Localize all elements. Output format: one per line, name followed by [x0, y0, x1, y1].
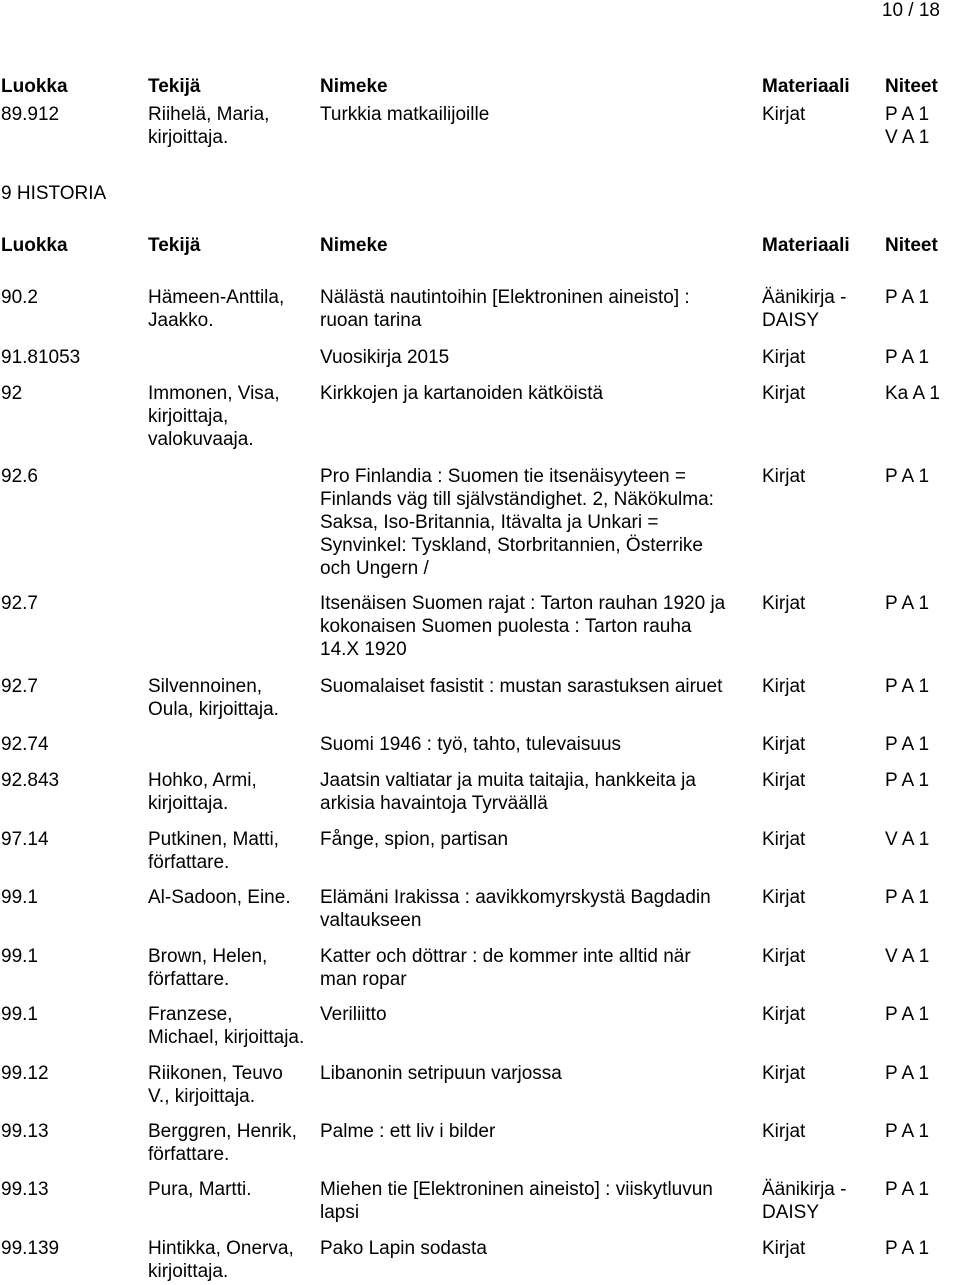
material-cell: Kirjat [762, 946, 806, 967]
table-row [0, 1120, 960, 1165]
title-cell: Elämäni Irakissa : aavikkomyrskystä Bagdadin [320, 887, 711, 908]
copies-cell: P A 1 [885, 104, 930, 125]
copies-cell: V A 1 [885, 946, 930, 967]
title-cell: Itsenäisen Suomen rajat : Tarton rauhan 1920 ja [320, 593, 726, 614]
author-cell: författare. [148, 852, 230, 873]
title-cell: Jaatsin valtiatar ja muita taitajia, hankkeita ja [320, 770, 696, 791]
author-cell: Hintikka, Onerva, [148, 1238, 294, 1259]
class-cell: 99.1 [1, 887, 38, 908]
class-cell: 99.13 [1, 1121, 49, 1142]
table-row [0, 769, 960, 814]
title-cell: 14.X 1920 [320, 639, 407, 660]
copies-cell: V A 1 [885, 829, 930, 850]
class-cell: 99.12 [1, 1063, 49, 1084]
title-cell: kokonaisen Suomen puolesta : Tarton rauha [320, 616, 692, 637]
class-cell: 92 [1, 383, 23, 404]
author-cell: författare. [148, 1144, 230, 1165]
table-row [0, 733, 960, 756]
copies-cell: P A 1 [885, 1063, 930, 1084]
header-author: Tekijä [148, 235, 201, 256]
title-cell: Palme : ett liv i bilder [320, 1121, 496, 1142]
author-cell: kirjoittaja. [148, 1261, 229, 1282]
class-cell: 89.912 [1, 104, 60, 125]
title-cell: man ropar [320, 969, 407, 990]
header-material: Materiaali [762, 76, 850, 97]
header-author: Tekijä [148, 76, 201, 97]
title-cell: valtaukseen [320, 910, 422, 931]
class-cell: 99.1 [1, 1004, 38, 1025]
class-cell: 99.139 [1, 1238, 60, 1259]
material-cell: Kirjat [762, 676, 806, 697]
table-row [0, 675, 960, 720]
copies-cell: P A 1 [885, 287, 930, 308]
material-cell: DAISY [762, 310, 820, 331]
title-cell: arkisia havaintoja Tyrväällä [320, 793, 548, 814]
author-cell: V., kirjoittaja. [148, 1086, 256, 1107]
table-row [0, 382, 960, 450]
copies-cell: P A 1 [885, 1121, 930, 1142]
author-cell: Putkinen, Matti, [148, 829, 279, 850]
material-cell: DAISY [762, 1202, 820, 1223]
copies-cell: V A 1 [885, 127, 930, 148]
author-cell: Immonen, Visa, [148, 383, 280, 404]
author-cell: Hohko, Armi, [148, 770, 257, 791]
copies-cell: P A 1 [885, 1179, 930, 1200]
author-cell: Al-Sadoon, Eine. [148, 887, 291, 908]
author-cell: Oula, kirjoittaja. [148, 699, 279, 720]
table-row [0, 592, 960, 660]
table-row [0, 1003, 960, 1048]
table-row [0, 346, 960, 369]
class-cell: 92.7 [1, 676, 38, 697]
author-cell: Franzese, [148, 1004, 233, 1025]
copies-cell: Ka A 1 [885, 383, 940, 404]
copies-cell: P A 1 [885, 734, 930, 755]
table-row [0, 465, 960, 579]
copies-cell: P A 1 [885, 1004, 930, 1025]
title-cell: Kirkkojen ja kartanoiden kätköistä [320, 383, 604, 404]
title-cell: Synvinkel: Tyskland, Storbritannien, Österrike [320, 535, 703, 556]
table-row [0, 103, 960, 148]
author-cell: Michael, kirjoittaja. [148, 1027, 305, 1048]
author-cell: Berggren, Henrik, [148, 1121, 297, 1142]
author-cell: författare. [148, 969, 230, 990]
title-cell: och Ungern / [320, 558, 429, 579]
title-cell: Libanonin setripuun varjossa [320, 1063, 562, 1084]
material-cell: Äänikirja - [762, 1179, 847, 1200]
title-cell: lapsi [320, 1202, 360, 1223]
copies-cell: P A 1 [885, 1238, 930, 1259]
section-1-header-row [0, 75, 960, 98]
author-cell: kirjoittaja, [148, 406, 229, 427]
material-cell: Kirjat [762, 593, 806, 614]
copies-cell: P A 1 [885, 887, 930, 908]
table-row [0, 286, 960, 331]
title-cell: Nälästä nautintoihin [Elektroninen aineisto] : [320, 287, 690, 308]
title-cell: Saksa, Iso-Britannia, Itävalta ja Unkari = [320, 512, 659, 533]
copies-cell: P A 1 [885, 770, 930, 791]
class-cell: 90.2 [1, 287, 38, 308]
header-title: Nimeke [320, 235, 388, 256]
section-title: 9 HISTORIA [1, 183, 107, 204]
title-cell: Vuosikirja 2015 [320, 347, 450, 368]
table-row [0, 945, 960, 990]
title-cell: Suomalaiset fasistit : mustan sarastuksen airuet [320, 676, 723, 697]
table-row [0, 828, 960, 873]
class-cell: 92.6 [1, 466, 38, 487]
header-title: Nimeke [320, 76, 388, 97]
author-cell: Jaakko. [148, 310, 214, 331]
header-class: Luokka [1, 235, 68, 256]
author-cell: Riihelä, Maria, [148, 104, 270, 125]
class-cell: 92.843 [1, 770, 60, 791]
copies-cell: P A 1 [885, 347, 930, 368]
title-cell: Pako Lapin sodasta [320, 1238, 487, 1259]
title-cell: Miehen tie [Elektroninen aineisto] : viiskytluvun [320, 1179, 713, 1200]
class-cell: 92.74 [1, 734, 49, 755]
author-cell: valokuvaaja. [148, 429, 254, 450]
author-cell: Hämeen-Anttila, [148, 287, 285, 308]
author-cell: Pura, Martti. [148, 1179, 252, 1200]
class-cell: 92.7 [1, 593, 38, 614]
header-copies: Niteet [885, 235, 938, 256]
copies-cell: P A 1 [885, 676, 930, 697]
header-class: Luokka [1, 76, 68, 97]
class-cell: 91.81053 [1, 347, 81, 368]
class-cell: 99.1 [1, 946, 38, 967]
header-material: Materiaali [762, 235, 850, 256]
title-cell: Suomi 1946 : työ, tahto, tulevaisuus [320, 734, 622, 755]
header-copies: Niteet [885, 76, 938, 97]
title-cell: Veriliitto [320, 1004, 387, 1025]
class-cell: 97.14 [1, 829, 49, 850]
copies-cell: P A 1 [885, 593, 930, 614]
title-cell: Katter och döttrar : de kommer inte alltid när [320, 946, 691, 967]
author-cell: kirjoittaja. [148, 793, 229, 814]
title-cell: Finlands väg till självständighet. 2, Näkökulma: [320, 489, 714, 510]
material-cell: Kirjat [762, 1121, 806, 1142]
table-row [0, 886, 960, 931]
title-cell: ruoan tarina [320, 310, 422, 331]
material-cell: Kirjat [762, 466, 806, 487]
table-row [0, 1237, 960, 1282]
material-cell: Kirjat [762, 1063, 806, 1084]
author-cell: Silvennoinen, [148, 676, 263, 697]
title-cell: Pro Finlandia : Suomen tie itsenäisyyteen = [320, 466, 686, 487]
material-cell: Kirjat [762, 770, 806, 791]
material-cell: Kirjat [762, 887, 806, 908]
author-cell: Riikonen, Teuvo [148, 1063, 283, 1084]
material-cell: Kirjat [762, 1004, 806, 1025]
material-cell: Kirjat [762, 734, 806, 755]
section-2-header-row [0, 234, 960, 257]
page-number: 10 / 18 [881, 0, 940, 21]
material-cell: Kirjat [762, 1238, 806, 1259]
copies-cell: P A 1 [885, 466, 930, 487]
title-cell: Fånge, spion, partisan [320, 829, 509, 850]
material-cell: Äänikirja - [762, 287, 847, 308]
material-cell: Kirjat [762, 104, 806, 125]
author-cell: Brown, Helen, [148, 946, 268, 967]
material-cell: Kirjat [762, 383, 806, 404]
author-cell: kirjoittaja. [148, 127, 229, 148]
table-row [0, 1062, 960, 1107]
table-row [0, 1178, 960, 1223]
title-cell: Turkkia matkailijoille [320, 104, 490, 125]
class-cell: 99.13 [1, 1179, 49, 1200]
material-cell: Kirjat [762, 829, 806, 850]
material-cell: Kirjat [762, 347, 806, 368]
